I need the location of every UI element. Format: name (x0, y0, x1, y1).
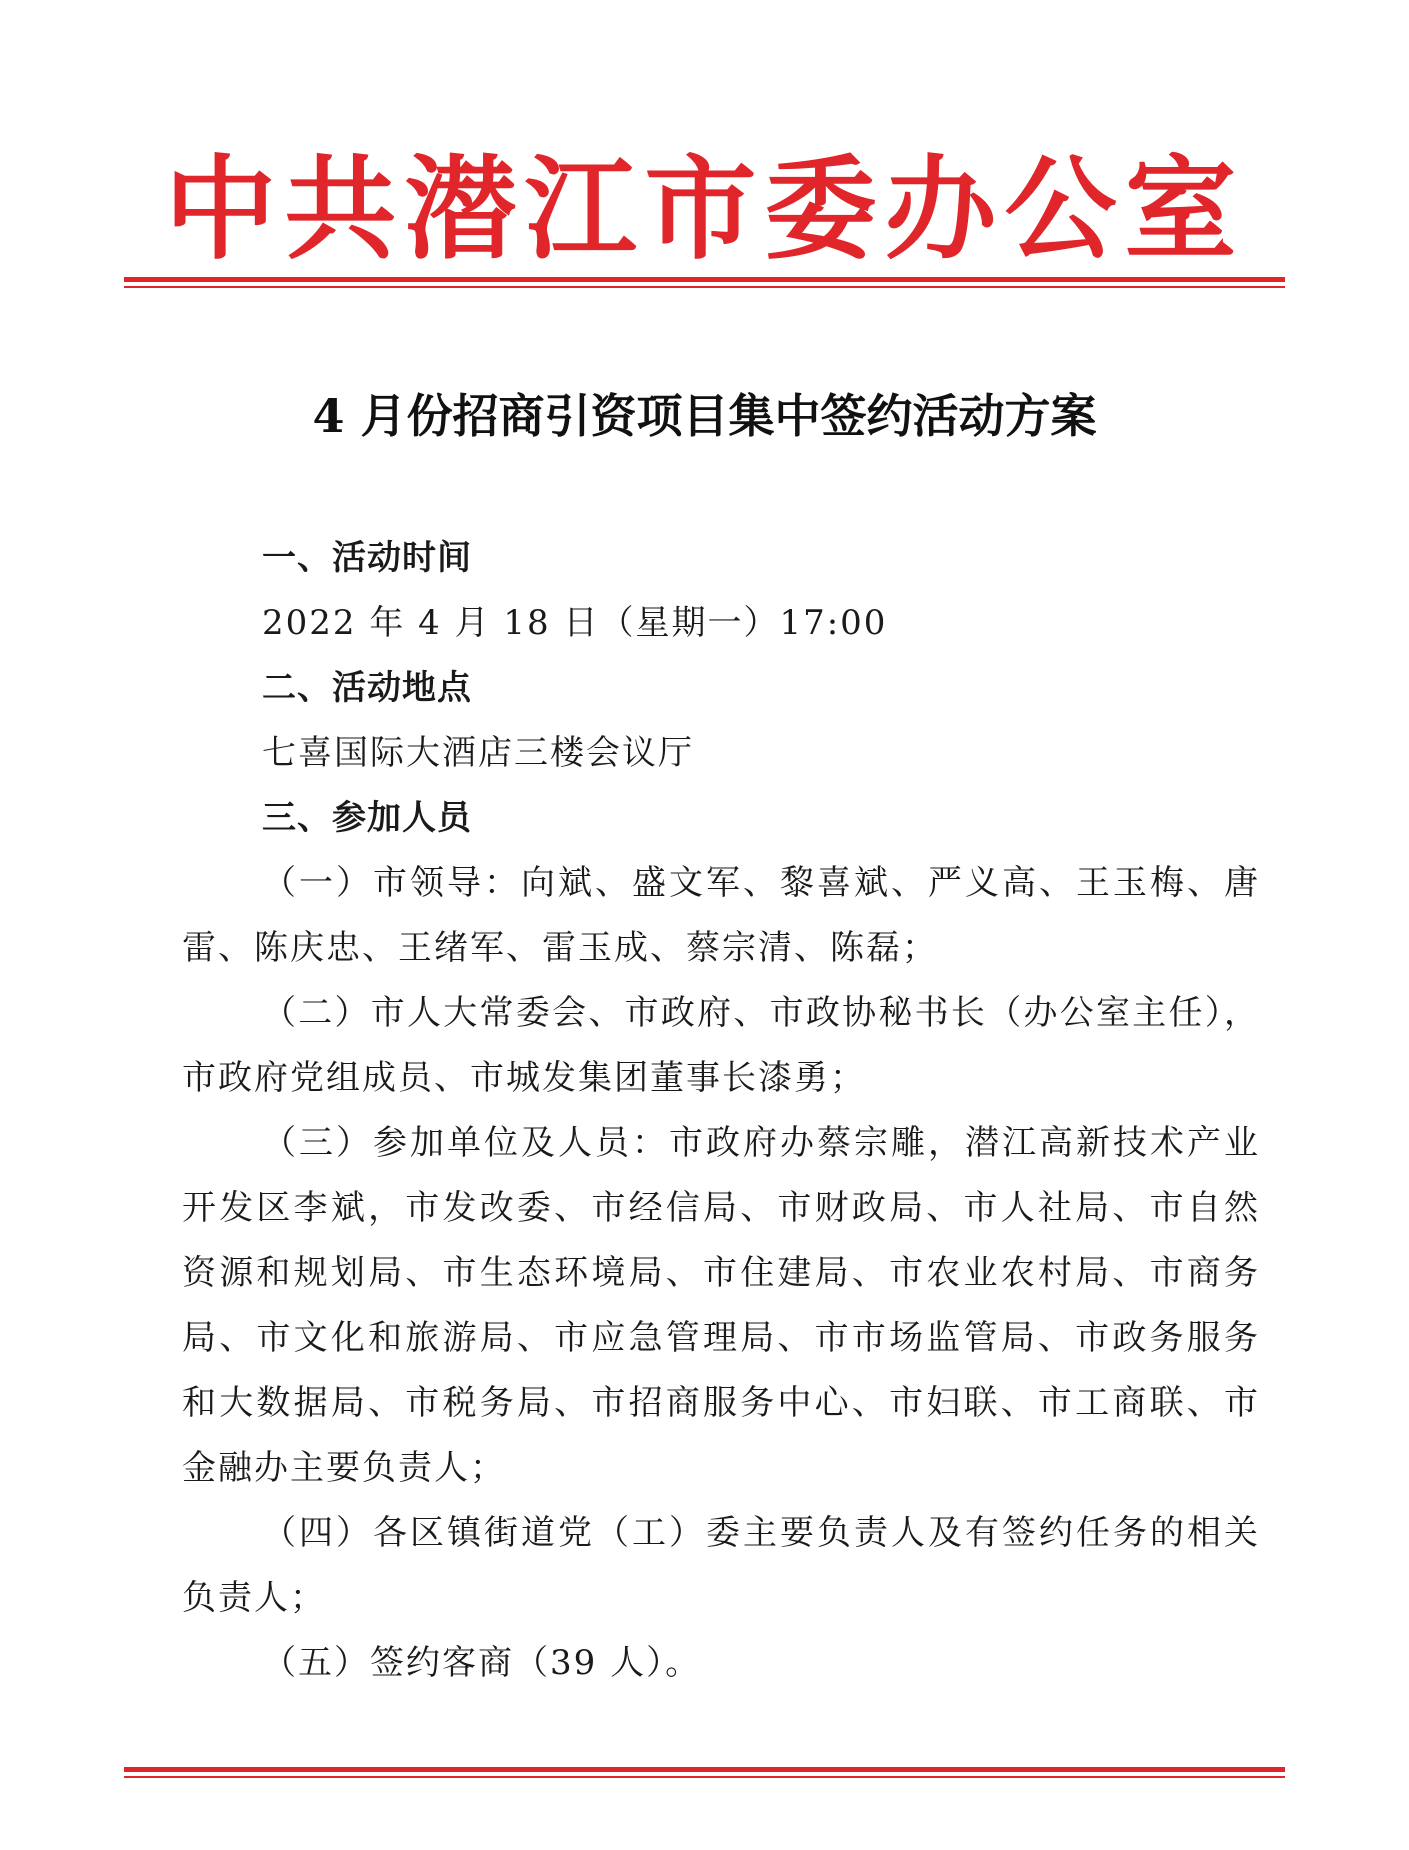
section-heading-participants: 三、参加人员 (262, 798, 472, 838)
section-body-time: 2022 年 4 月 18 日（星期一）17:00 (262, 603, 888, 643)
participant-item: （四）各区镇街道党（工）委主要负责人及有签约任务的相关负责人； (182, 1513, 1260, 1618)
footer-divider (124, 1767, 1285, 1778)
section-heading-time: 一、活动时间 (262, 538, 472, 578)
section-heading-location: 二、活动地点 (262, 668, 472, 708)
document-title: 4 月份招商引资项目集中签约活动方案 (312, 389, 1097, 443)
section-body-location: 七喜国际大酒店三楼会议厅 (262, 733, 694, 773)
participant-item: （三）参加单位及人员：市政府办蔡宗雕，潜江高新技术产业开发区李斌，市发改委、市经信局、市财政局、市人社局、市自然资源和规划局、市生态环境局、市住建局、市农业农村局、市商务局、市文化和旅游局、市应急管理局、市市场监管局、市政务服务和大数据局、市税务局、市招商服务中心、市妇联、市工商联、市金融办主要负责人； (182, 1123, 1260, 1488)
participant-item: （二）市人大常委会、市政府、市政协秘书长（办公室主任），市政府党组成员、市城发集团董事长漆勇； (182, 993, 1260, 1098)
document-body (182, 526, 1260, 1696)
masthead-title: 中共潜江市委办公室 (164, 145, 1245, 275)
participant-item: （五）签约客商（39 人）。 (262, 1643, 702, 1683)
participant-item: （一）市领导：向斌、盛文军、黎喜斌、严义高、王玉梅、唐雷、陈庆忠、王绪军、雷玉成、蔡宗清、陈磊； (182, 863, 1260, 968)
header-divider (124, 277, 1285, 288)
